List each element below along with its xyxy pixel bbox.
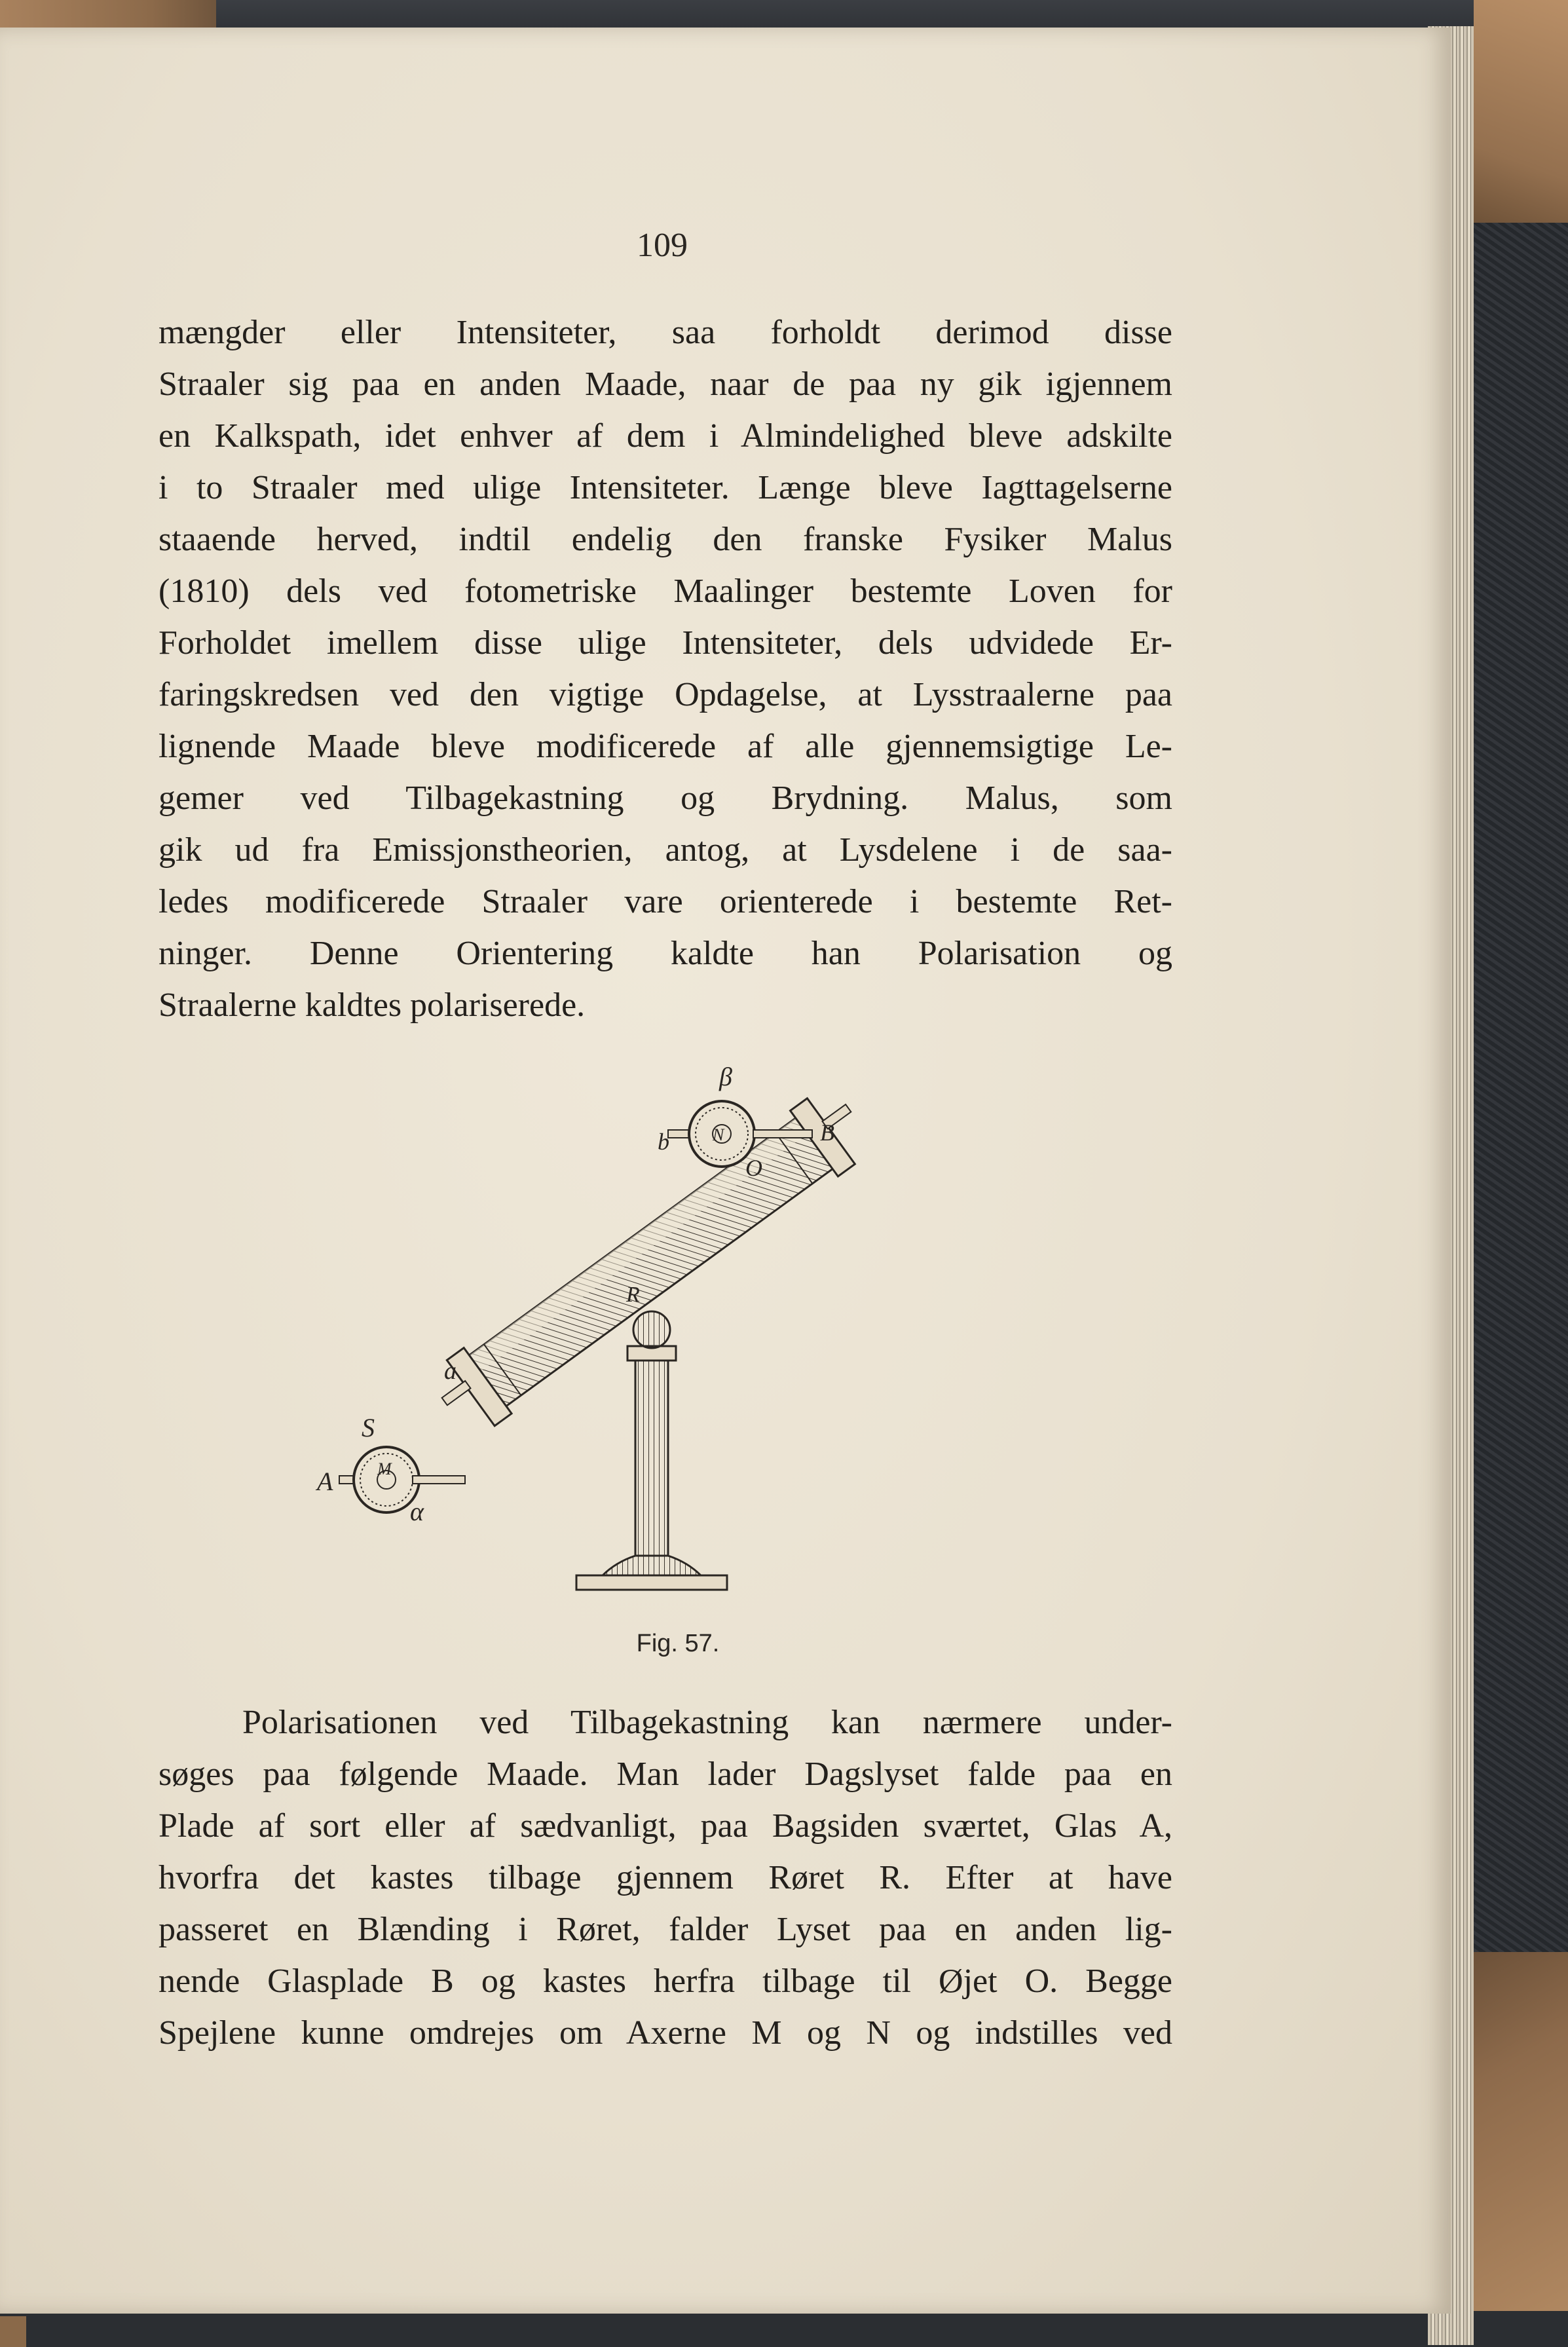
paragraph-1 xyxy=(159,307,1172,1031)
label-a-upper: A xyxy=(317,1467,333,1496)
text-line: lignende Maade bleve modificerede af alle gjennemsigtige Le- xyxy=(159,728,1172,765)
label-s: S xyxy=(362,1413,375,1442)
figure-57-polariscope xyxy=(308,1058,1009,1621)
label-m: M xyxy=(377,1459,392,1478)
cover-bottom-edge xyxy=(0,2311,1568,2347)
cover-right-cloth xyxy=(1467,223,1568,1952)
text-line: en Kalkspath, idet enhver af dem i Almindelighed bleve adskilte xyxy=(159,417,1172,455)
text-line: gemer ved Tilbagekastning og Brydning. Malus, som xyxy=(159,779,1172,817)
text-line: Plade af sort eller af sædvanligt, paa Bagsiden sværtet, Glas A, xyxy=(159,1807,1172,1845)
text-line: gik ud fra Emissjonstheorien, antog, at Lysdelene i de saa- xyxy=(159,831,1172,869)
text-line: Straaler sig paa en anden Maade, naar de paa ny gik igjennem xyxy=(159,366,1172,403)
text-line: faringskredsen ved den vigtige Opdagelse, at Lysstraalerne paa xyxy=(159,676,1172,713)
text-line: staaende herved, indtil endelig den franske Fysiker Malus xyxy=(159,521,1172,558)
text-line: (1810) dels ved fotometriske Maalinger bestemte Loven for xyxy=(159,573,1172,610)
text-line: i to Straaler med ulige Intensiteter. Længe bleve Iagttagelserne xyxy=(159,469,1172,506)
leather-corner-top-right xyxy=(1474,0,1568,223)
label-n: N xyxy=(713,1125,724,1144)
label-beta: β xyxy=(719,1062,732,1091)
label-o: O xyxy=(745,1155,762,1181)
stand-pillar xyxy=(635,1356,668,1556)
text-line: ninger. Denne Orientering kaldte han Polarisation og xyxy=(159,935,1172,972)
leather-corner-bottom-right xyxy=(1467,1952,1568,2347)
stand-base-plate xyxy=(576,1575,727,1590)
pivot-knob xyxy=(633,1311,670,1348)
figure-caption: Fig. 57. xyxy=(636,1630,720,1657)
label-b-lower: b xyxy=(658,1129,669,1155)
paragraph-2 xyxy=(159,1697,1172,2059)
text-line: Spejlene kunne omdrejes om Axerne M og N og indstilles ved xyxy=(159,2014,1172,2052)
text-line: Polarisationen ved Tilbagekastning kan nærmere under- xyxy=(242,1704,1172,1741)
label-alpha: α xyxy=(410,1497,424,1526)
label-a-lower: a xyxy=(444,1357,457,1385)
leather-corner-bottom-left xyxy=(0,2316,26,2347)
text-line: hvorfra det kastes tilbage gjennem Røret R. Efter at have xyxy=(159,1859,1172,1896)
stand-base-foot xyxy=(603,1556,701,1575)
text-line: søges paa følgende Maade. Man lader Dagslyset falde paa en xyxy=(159,1756,1172,1793)
polariscope-illustration xyxy=(308,1058,1009,1621)
text-line: mængder eller Intensiteter, saa forholdt derimod disse xyxy=(159,314,1172,351)
label-b-upper: B xyxy=(820,1119,834,1146)
text-line: passeret en Blænding i Røret, falder Lyset paa en anden lig- xyxy=(159,1911,1172,1948)
text-line: Forholdet imellem disse ulige Intensiteter, dels udvidede Er- xyxy=(159,624,1172,662)
label-r: R xyxy=(626,1283,640,1307)
text-line: ledes modificerede Straaler vare orienterede i bestemte Ret- xyxy=(159,883,1172,920)
mirror-a-assembly xyxy=(339,1447,465,1512)
page-number: 109 xyxy=(637,227,688,264)
text-line: Straalerne kaldtes polariserede. xyxy=(159,986,586,1024)
text-line: nende Glasplade B og kastes herfra tilbage til Øjet O. Begge xyxy=(159,1962,1172,2000)
